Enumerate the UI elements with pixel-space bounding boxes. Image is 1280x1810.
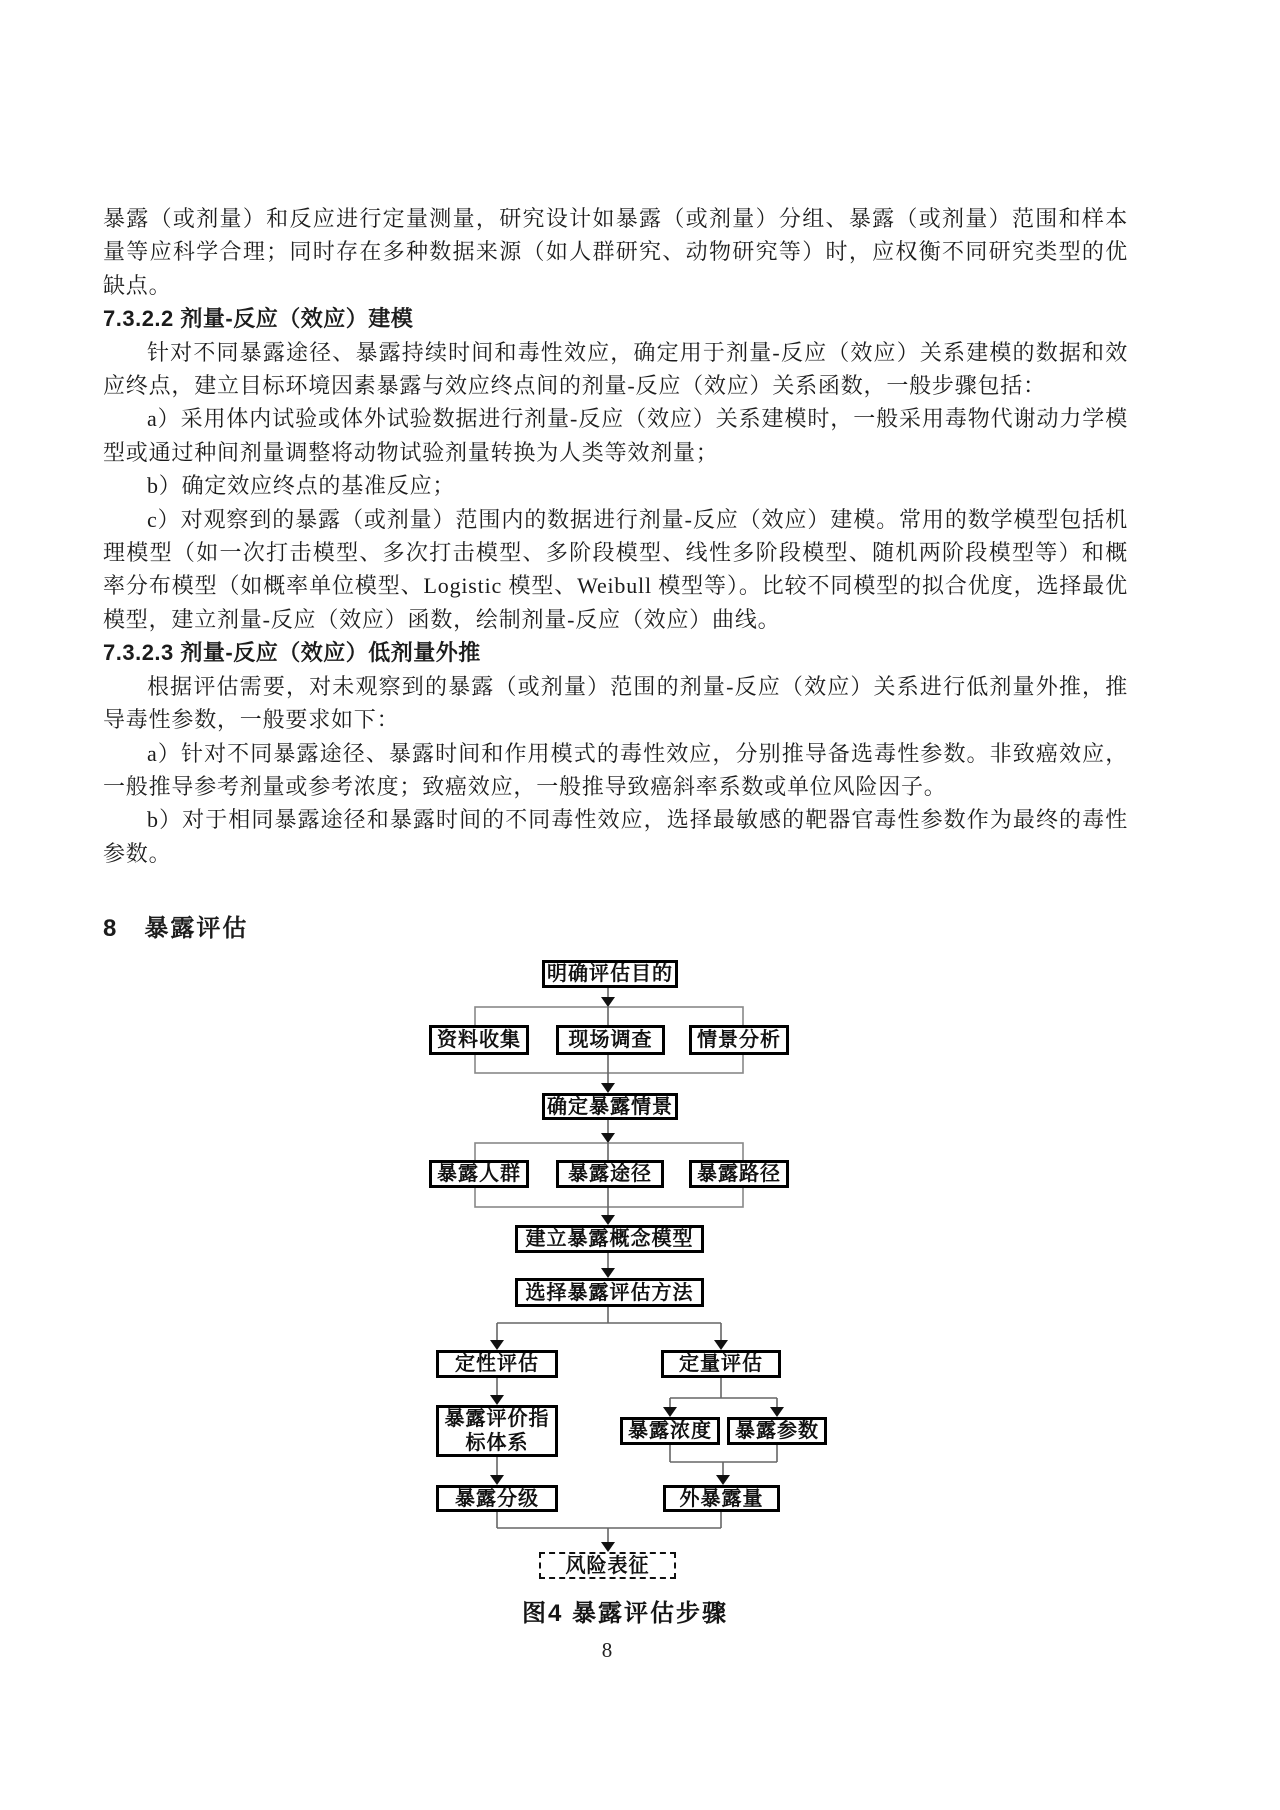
flow-node-purpose: 明确评估目的 bbox=[542, 960, 678, 988]
flow-node-exposure-concentration: 暴露浓度 bbox=[620, 1417, 720, 1445]
flow-node-exposed-population: 暴露人群 bbox=[429, 1160, 529, 1188]
list-item-a: a）针对不同暴露途径、暴露时间和作用模式的毒性效应，分别推导备选毒性参数。非致癌效应，一般推导参考剂量或参考浓度；致癌效应，一般推导致癌斜率系数或单位风险因子。 bbox=[103, 740, 1128, 799]
flow-node-field-survey: 现场调查 bbox=[556, 1025, 665, 1055]
flow-node-quantitative: 定量评估 bbox=[661, 1350, 781, 1378]
flow-node-determine-scenario: 确定暴露情景 bbox=[542, 1093, 678, 1120]
list-item-c: c）对观察到的暴露（或剂量）范围内的数据进行剂量-反应（效应）建模。常用的数学模型包括机理模型（如一次打击模型、多次打击模型、多阶段模型、线性多阶段模型、随机两阶段模型等）和概率分布模型（如概率单位模型、Logistic 模型、Weibull 模型等）。比较不同模型的拟合优度，选择最优模型，建立剂量-反应（效应）函数，绘制剂量-反应（效应）曲线。 bbox=[103, 506, 1128, 632]
flow-node-qualitative: 定性评估 bbox=[436, 1350, 558, 1378]
paragraph: 针对不同暴露途径、暴露持续时间和毒性效应，确定用于剂量-反应（效应）关系建模的数据和效应终点，建立目标环境因素暴露与效应终点间的剂量-反应（效应）关系函数，一般步骤包括： bbox=[103, 339, 1128, 399]
figure-caption: 图4 暴露评估步骤 bbox=[521, 1600, 728, 1627]
paragraph: 暴露（或剂量）和反应进行定量测量，研究设计如暴露（或剂量）分组、暴露（或剂量）范围和样本量等应科学合理；同时存在多种数据来源（如人群研究、动物研究等）时，应权衡不同研究类型的优缺点。 bbox=[103, 206, 1128, 298]
arrowhead-icons bbox=[490, 997, 784, 1552]
list-item-b: b）对于相同暴露途径和暴露时间的不同毒性效应，选择最敏感的靶器官毒性参数作为最终的毒性参数。 bbox=[103, 807, 1128, 866]
list-item-a: a）采用体内试验或体外试验数据进行剂量-反应（效应）关系建模时，一般采用毒物代谢动力学模型或通过种间剂量调整将动物试验剂量转换为人类等效剂量； bbox=[103, 406, 1128, 465]
list-item-b: b）确定效应终点的基准反应； bbox=[147, 473, 456, 499]
flow-node-external-exposure: 外暴露量 bbox=[663, 1485, 780, 1512]
flow-node-data-collection: 资料收集 bbox=[429, 1025, 529, 1055]
flow-node-index-system: 暴露评价指标体系 bbox=[436, 1405, 558, 1457]
flow-node-risk-characterization: 风险表征 bbox=[539, 1552, 676, 1579]
body-text bbox=[103, 202, 1128, 944]
flow-node-exposure-route: 暴露路径 bbox=[689, 1160, 789, 1188]
flow-node-exposure-grading: 暴露分级 bbox=[436, 1485, 558, 1512]
flow-node-scenario-analysis: 情景分析 bbox=[689, 1025, 789, 1055]
page-number: 8 bbox=[601, 1638, 613, 1662]
flow-node-exposure-pathway: 暴露途径 bbox=[556, 1160, 664, 1188]
flow-node-select-method: 选择暴露评估方法 bbox=[515, 1278, 704, 1307]
paragraph: 根据评估需要，对未观察到的暴露（或剂量）范围的剂量-反应（效应）关系进行低剂量外推，推导毒性参数，一般要求如下： bbox=[103, 673, 1128, 733]
flow-node-conceptual-model: 建立暴露概念模型 bbox=[515, 1225, 704, 1253]
section-heading: 8 暴露评估 bbox=[103, 915, 249, 943]
clause-heading: 7.3.2.2 剂量-反应（效应）建模 bbox=[103, 306, 414, 332]
clause-heading: 7.3.2.3 剂量-反应（效应）低剂量外推 bbox=[103, 640, 481, 666]
flow-node-exposure-parameters: 暴露参数 bbox=[727, 1417, 827, 1445]
